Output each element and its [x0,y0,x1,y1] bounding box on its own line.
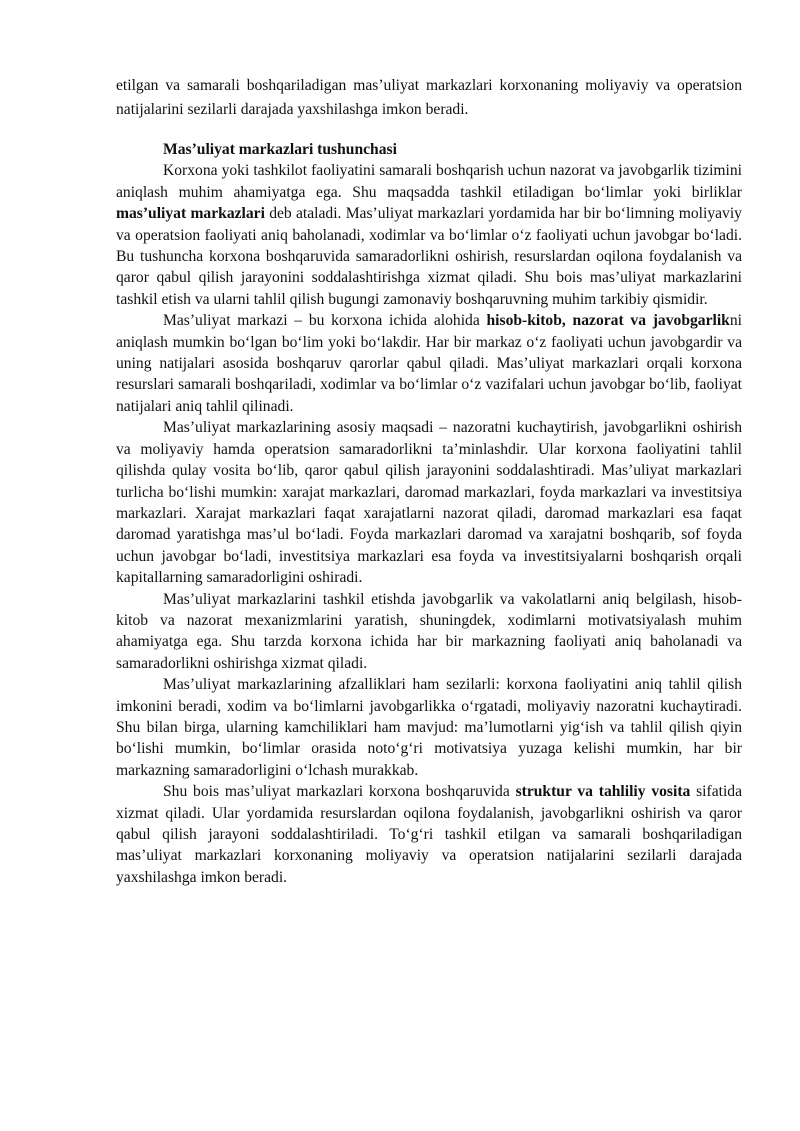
paragraph-advantages: Mas’uliyat markazlarining afzalliklari ham sezilarli: korxona faoliyatini aniq tahlil qilish imkonini beradi, xodim va bo‘limlarni javobgarlikka o‘rgatadi, moliyaviy nazoratni kuchaytiradi. Shu bilan birga, ularning kamchiliklari ham mavjud: ma’lumotlarni yig‘ish va tahlil qilish qiyin bo‘lishi mumkin, bo‘limlar orasida noto‘g‘ri motivatsiya yuzaga kelishi mumkin, har bir markazning samaradorligini o‘lchash murakkab. [116,676,742,779]
bold-term: mas’uliyat markazlari [116,205,265,223]
paragraph-center-meaning: Mas’uliyat markazi – bu korxona ichida alohida hisob-kitob, nazorat va javobgarlikni aniqlash mumkin bo‘lgan bo‘lim yoki bo‘lakdir. Har bir markaz o‘z faoliyati uchun javobgardir va uning natijalari asosida boshqaruv qarorlar qabul qiladi. Mas’uliyat markazlari orqali korxona resurslari samarali boshqariladi, xodimlar va bo‘limlar o‘z vazifalari uchun javobgar bo‘lib, faoliyat natijalari aniq tahlil qilinadi. [116,312,742,415]
intro-paragraph: etilgan va samarali boshqariladigan mas’uliyat markazlari korxonaning moliyaviy va operatsion natijalarini sezilarli darajada yaxshilashga imkon beradi. [116,77,742,118]
paragraph-definition: Korxona yoki tashkilot faoliyatini samarali boshqarish uchun nazorat va javobgarlik tizimini aniqlash muhim ahamiyatga ega. Shu maqsadda tashkil etiladigan bo‘limlar yoki birliklar mas’uliyat markazlari deb ataladi. Mas’uliyat markazlari yordamida har bir bo‘limning moliyaviy va operatsion faoliyati aniq baholanadi, xodimlar va bo‘limlar o‘z faoliyati uchun javobgar bo‘ladi. Bu tushuncha korxona boshqaruvida samaradorlikni oshirish, resurslardan oqilona foydalanish va qaror qabul qilish jarayonini soddalashtirishga xizmat qiladi. Shu bois mas’uliyat markazlarini tashkil etish va ularni tahlil qilish bugungi zamonaviy boshqaruvning muhim tarkibiy qismidir. [116,162,742,308]
document-page [116,74,742,888]
paragraph-conclusion: Shu bois mas’uliyat markazlari korxona boshqaruvida struktur va tahliliy vosita sifatida xizmat qiladi. Ular yordamida resurslardan oqilona foydalanish, javobgarlikni oshirish va qaror qabul qilish jarayoni soddalashtiriladi. To‘g‘ri tashkil etilgan va samarali boshqariladigan mas’uliyat markazlari korxonaning moliyaviy va operatsion natijalarini sezilarli darajada yaxshilashga imkon beradi. [116,783,742,886]
paragraph-purpose: Mas’uliyat markazlarining asosiy maqsadi – nazoratni kuchaytirish, javobgarlikni oshirish va moliyaviy hamda operatsion samaradorlikni ta’minlashdir. Ular korxona faoliyatini tahlil qilishda qulay vosita bo‘lib, qaror qabul qilish jarayonini soddalashtiradi. Mas’uliyat markazlari turlicha bo‘lishi mumkin: xarajat markazlari, daromad markazlari, foyda markazlari va investitsiya markazlari. Xarajat markazlari faqat xarajatlarni nazorat qiladi, daromad markazlari esa faqat daromad yaratishga mas’ul bo‘ladi. Foyda markazlari daromad va xarajatni boshqarib, sof foyda uchun javobgar bo‘ladi, investitsiya markazlari esa foyda va investitsiyalarni boshqarish orqali kapitallarning samaradorligini oshiradi. [116,419,742,587]
paragraph-organization: Mas’uliyat markazlarini tashkil etishda javobgarlik va vakolatlarni aniq belgilash, hisob-kitob va nazorat mexanizmlarini yaratish, shuningdek, xodimlarni motivatsiyalash muhim ahamiyatga ega. Shu tarzda korxona ichida har bir markazning faoliyati aniq baholanadi va samaradorlikni oshirishga xizmat qiladi. [116,590,742,672]
bold-term: hisob-kitob, nazorat va javobgarlik [486,312,730,330]
bold-term: struktur va tahliliy vosita [515,783,691,801]
section-heading: Mas’uliyat markazlari tushunchasi [163,141,397,158]
